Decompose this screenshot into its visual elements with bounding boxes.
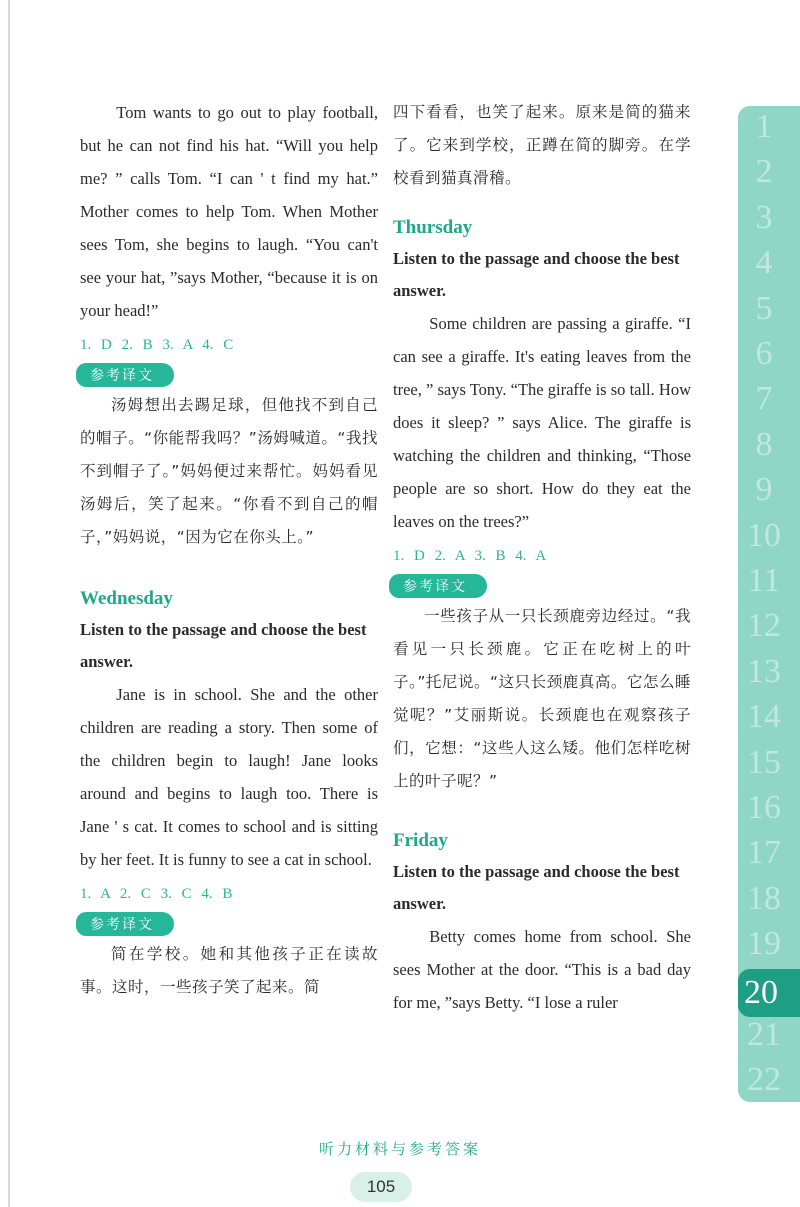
unit-tab-13[interactable]: 13 [747,652,781,690]
thursday-passage: Some children are passing a giraffe. “I can see a giraffe. It's eating leaves from the tree, ” says Tony. “The giraffe is so tall. How does it sleep? ” says Alice. The giraffe is watching the children and thinking, “Those people are so short. How do they eat the leaves on the trees?” [393,314,691,531]
unit-tab-1[interactable]: 1 [755,108,773,145]
unit-tab-14[interactable]: 14 [747,698,781,736]
left-column [80,96,378,1004]
wednesday-heading: Wednesday [80,588,173,609]
page-edge-rule [8,0,10,1207]
unit-tab-18[interactable]: 18 [747,879,781,917]
unit-tab-3[interactable]: 3 [755,198,773,236]
right-column [393,96,691,1019]
unit-tab-15[interactable]: 15 [747,743,781,781]
unit-tab-9[interactable]: 9 [755,471,773,509]
tuesday-answers: 1. D 2. B 3. A 4. C [80,337,234,353]
friday-instruction: Listen to the passage and choose the best answer. [393,862,680,913]
page-number: 105 [350,1172,412,1202]
unit-tab-20[interactable]: 20 [738,969,800,1017]
unit-tab-22[interactable]: 22 [747,1061,781,1099]
friday-passage: Betty comes home from school. She sees Mother at the door. “This is a bad day for me, ”says Betty. “I lose a ruler [393,927,691,1012]
unit-tab-12[interactable]: 12 [747,607,781,645]
thursday-answers: 1. D 2. A 3. B 4. A [393,548,547,564]
friday-heading: Friday [393,830,448,851]
unit-tab-19[interactable]: 19 [747,925,781,963]
unit-tab-4[interactable]: 4 [755,244,773,282]
wednesday-instruction: Listen to the passage and choose the best answer. [80,620,367,671]
unit-tab-5[interactable]: 5 [755,289,773,327]
wednesday-translation: 简在学校。她和其他孩子正在读故事。这时，一些孩子笑了起来。简 [80,945,378,996]
translation-tag: 参考译文 [76,912,174,936]
unit-tab-7[interactable]: 7 [755,380,773,418]
thursday-translation: 一些孩子从一只长颈鹿旁边经过。“我看见一只长颈鹿。它正在吃树上的叶子。”托尼说。“这只长颈鹿真高。它怎么睡觉呢？”艾丽斯说。长颈鹿也在观察孩子们，它想：“这些人这么矮。他们怎样吃树上的叶子呢？” [393,607,691,790]
wednesday-translation-continued: 四下看看，也笑了起来。原来是简的猫来了。它来到学校，正蹲在简的脚旁。在学校看到猫真滑稽。 [393,103,691,187]
unit-tab-8[interactable]: 8 [755,425,773,463]
wednesday-passage: Jane is in school. She and the other children are reading a story. Then some of the children begin to laugh! Jane looks around and begins to laugh too. There is Jane ' s cat. It comes to school and is sitting by her feet. It is funny to see a cat in school. [80,685,378,869]
unit-tab-11[interactable]: 11 [747,562,781,599]
thursday-heading: Thursday [393,217,473,238]
unit-tab-16[interactable]: 16 [747,789,781,826]
tuesday-passage: Tom wants to go out to play football, but he can not find his hat. “Will you help me? ” calls Tom. “I can ' t find my hat.” Mother comes to help Tom. When Mother sees Tom, she begins to laugh. “You can't see your hat, ”says Mother, “because it is on your head!” [80,103,378,320]
translation-tag: 参考译文 [389,574,487,598]
translation-tag: 参考译文 [76,363,174,387]
unit-tab-2[interactable]: 2 [755,153,773,191]
unit-tab-21[interactable]: 21 [747,1016,781,1053]
unit-tab-17[interactable]: 17 [747,834,781,872]
unit-tab-10[interactable]: 10 [747,516,781,554]
tuesday-translation: 汤姆想出去踢足球，但他找不到自己的帽子。“你能帮我吗？”汤姆喊道。“我找不到帽子了。”妈妈便过来帮忙。妈妈看见汤姆后，笑了起来。“你看不到自己的帽子，”妈妈说，“因为它在你头上。” [80,396,378,546]
unit-tab-6[interactable]: 6 [755,335,773,372]
thursday-instruction: Listen to the passage and choose the best answer. [393,249,680,300]
footer-title: 听力材料与参考答案 [318,1140,481,1158]
wednesday-answers: 1. A 2. C 3. C 4. B [80,886,233,902]
